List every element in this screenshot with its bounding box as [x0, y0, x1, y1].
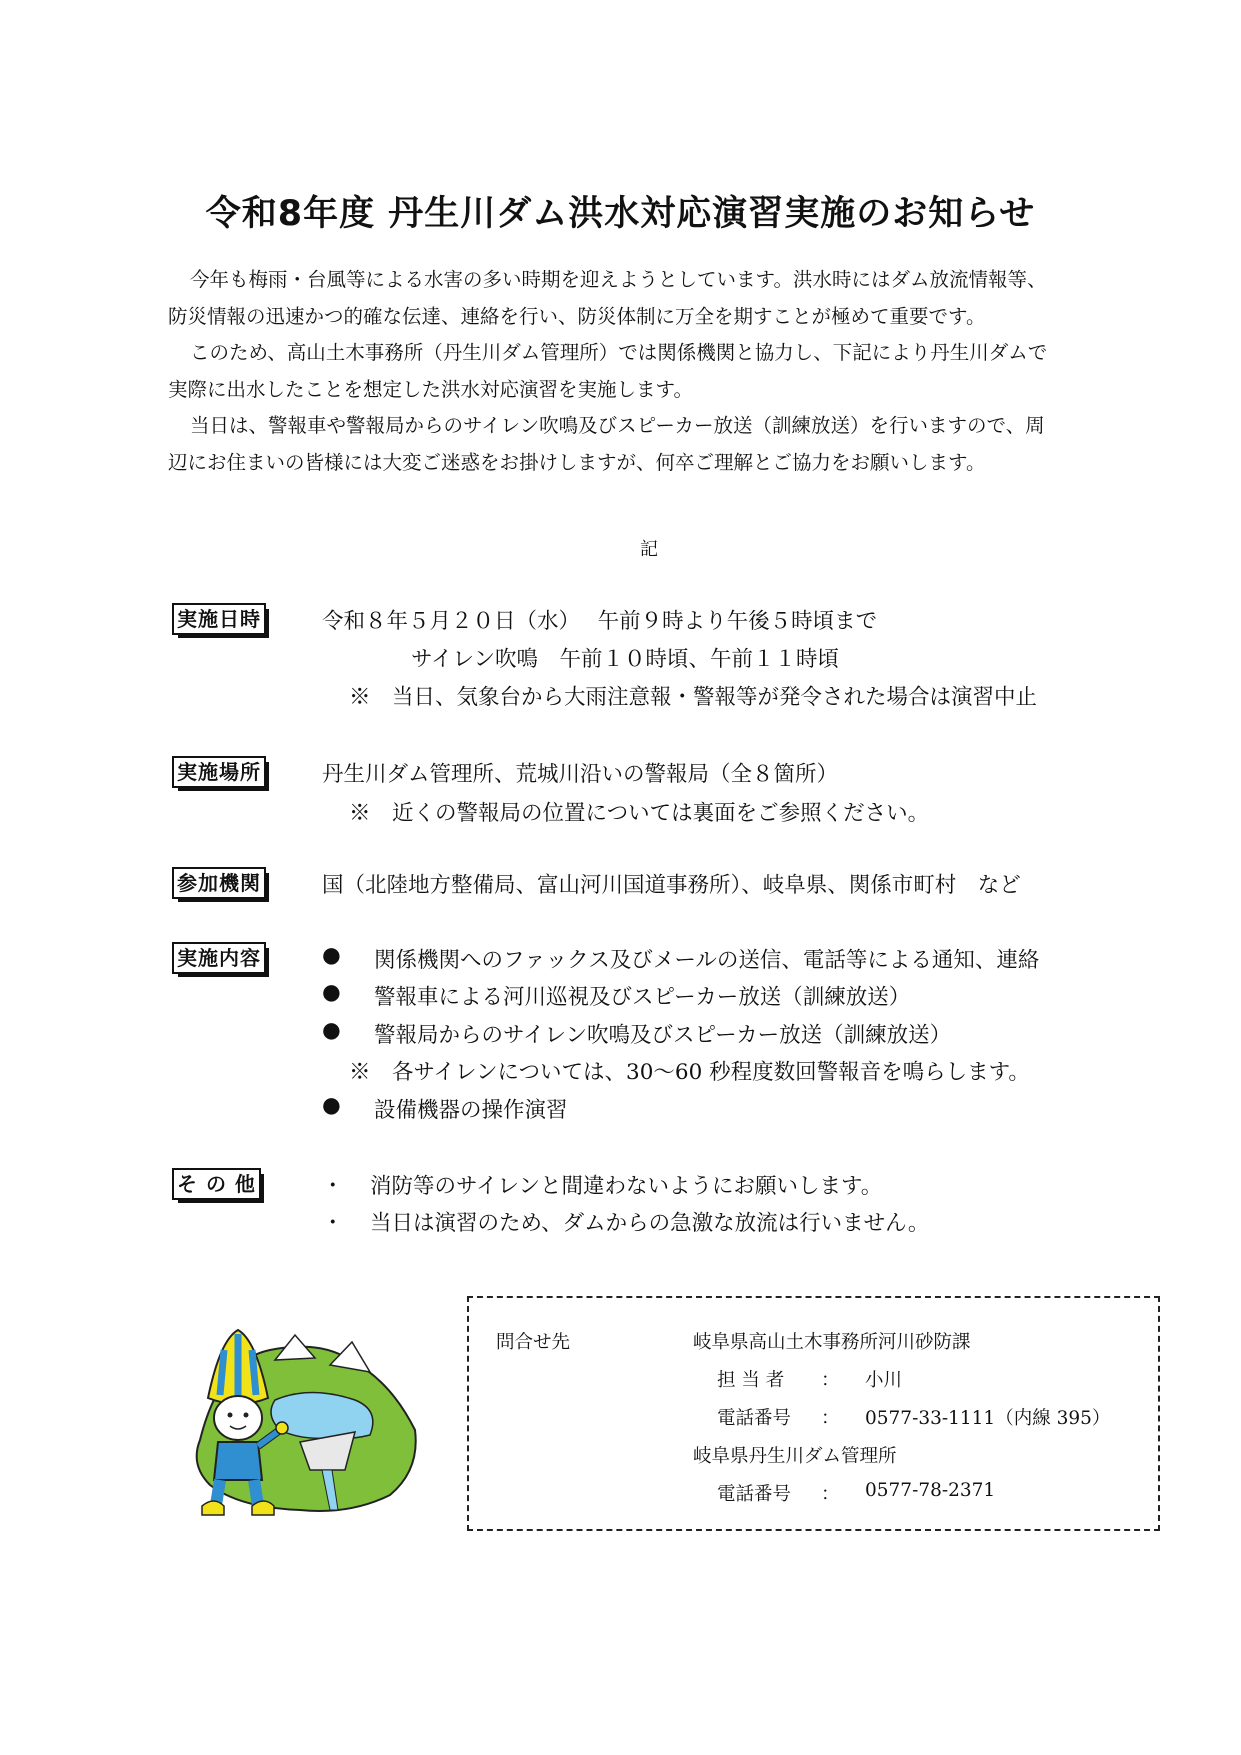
contact-box: [467, 1296, 1160, 1531]
contact-heading: 問合せ先: [496, 1332, 571, 1353]
intro-line: このため、高山土木事務所（丹生川ダム管理所）では関係機関と協力し、下記により丹生川ダムで: [190, 341, 1048, 364]
contact-office-1: 岐阜県高山土木事務所河川砂防課: [693, 1332, 971, 1353]
content-item: 関係機関へのファックス及びメールの送信、電話等による通知、連絡: [374, 948, 1040, 973]
intro-text: [168, 262, 1158, 481]
bullet-icon: ●: [322, 1018, 341, 1043]
intro-line: 防災情報の迅速かつ的確な伝達、連絡を行い、防災体制に万全を期すことが極めて重要です。: [168, 304, 986, 328]
bullet-icon: ●: [322, 980, 341, 1005]
content-item: 設備機器の操作演習: [374, 1098, 568, 1123]
intro-line: 今年も梅雨・台風等による水害の多い時期を迎えようとしています。洪水時にはダム放流情報等、: [190, 268, 1047, 291]
colon: ：: [821, 1370, 840, 1391]
date-line: 令和８年５月２０日（水） 午前９時より午後５時頃まで: [322, 609, 878, 634]
intro-line: 実際に出水したことを想定した洪水対応演習を実施します。: [168, 377, 693, 401]
content-note: ※ 各サイレンについては、30～60 秒程度数回警報音を鳴らします。: [349, 1060, 1030, 1085]
content-item: 警報局からのサイレン吹鳴及びスピーカー放送（訓練放送）: [374, 1023, 952, 1048]
person-label: 担 当 者: [717, 1370, 785, 1391]
person-value: 小川: [865, 1370, 903, 1391]
document-title: 令和8年度 丹生川ダム洪水対応演習実施のお知らせ: [205, 194, 1036, 234]
place-note: ※ 近くの警報局の位置については裏面をご参照ください。: [349, 801, 930, 826]
section-label-place: 実施場所: [172, 756, 266, 788]
mascot-dam-illustration: [180, 1320, 420, 1520]
tel-label: 電話番号: [717, 1408, 792, 1429]
bullet-icon: ●: [322, 943, 341, 968]
date-note: ※ 当日、気象台から大雨注意報・警報等が発令された場合は演習中止: [349, 685, 1038, 710]
place-line: 丹生川ダム管理所、荒城川沿いの警報局（全８箇所）: [322, 762, 839, 787]
section-label-content: 実施内容: [172, 942, 266, 974]
contact-office-2: 岐阜県丹生川ダム管理所: [693, 1446, 897, 1467]
colon: ：: [821, 1484, 840, 1505]
tel-2: 0577-78-2371: [865, 1480, 996, 1501]
intro-line: 辺にお住まいの皆様には大変ご迷惑をお掛けしますが、何卒ご理解とご協力をお願いします。: [168, 450, 986, 474]
tel-1: 0577-33-1111（内線 395）: [865, 1408, 1111, 1429]
ki-heading: 記: [640, 539, 658, 560]
section-label-date: 実施日時: [172, 603, 266, 635]
siren-time-line: サイレン吹鳴 午前１０時頃、午前１１時頃: [411, 647, 839, 672]
bullet-icon: ●: [322, 1093, 341, 1118]
section-label-other: そ の 他: [172, 1168, 261, 1200]
orgs-line: 国（北陸地方整備局、富山河川国道事務所）、岐阜県、関係市町村 など: [322, 873, 1021, 898]
tel-label: 電話番号: [717, 1484, 792, 1505]
section-label-orgs: 参加機関: [172, 867, 266, 899]
colon: ：: [821, 1408, 840, 1429]
intro-line: 当日は、警報車や警報局からのサイレン吹鳴及びスピーカー放送（訓練放送）を行いますので、周: [190, 414, 1045, 437]
other-item: 当日は演習のため、ダムからの急激な放流は行いません。: [370, 1211, 930, 1236]
other-item: 消防等のサイレンと間違わないようにお願いします。: [370, 1174, 883, 1199]
bullet-icon: ・: [322, 1211, 344, 1236]
bullet-icon: ・: [322, 1174, 344, 1199]
content-item: 警報車による河川巡視及びスピーカー放送（訓練放送）: [374, 985, 911, 1010]
